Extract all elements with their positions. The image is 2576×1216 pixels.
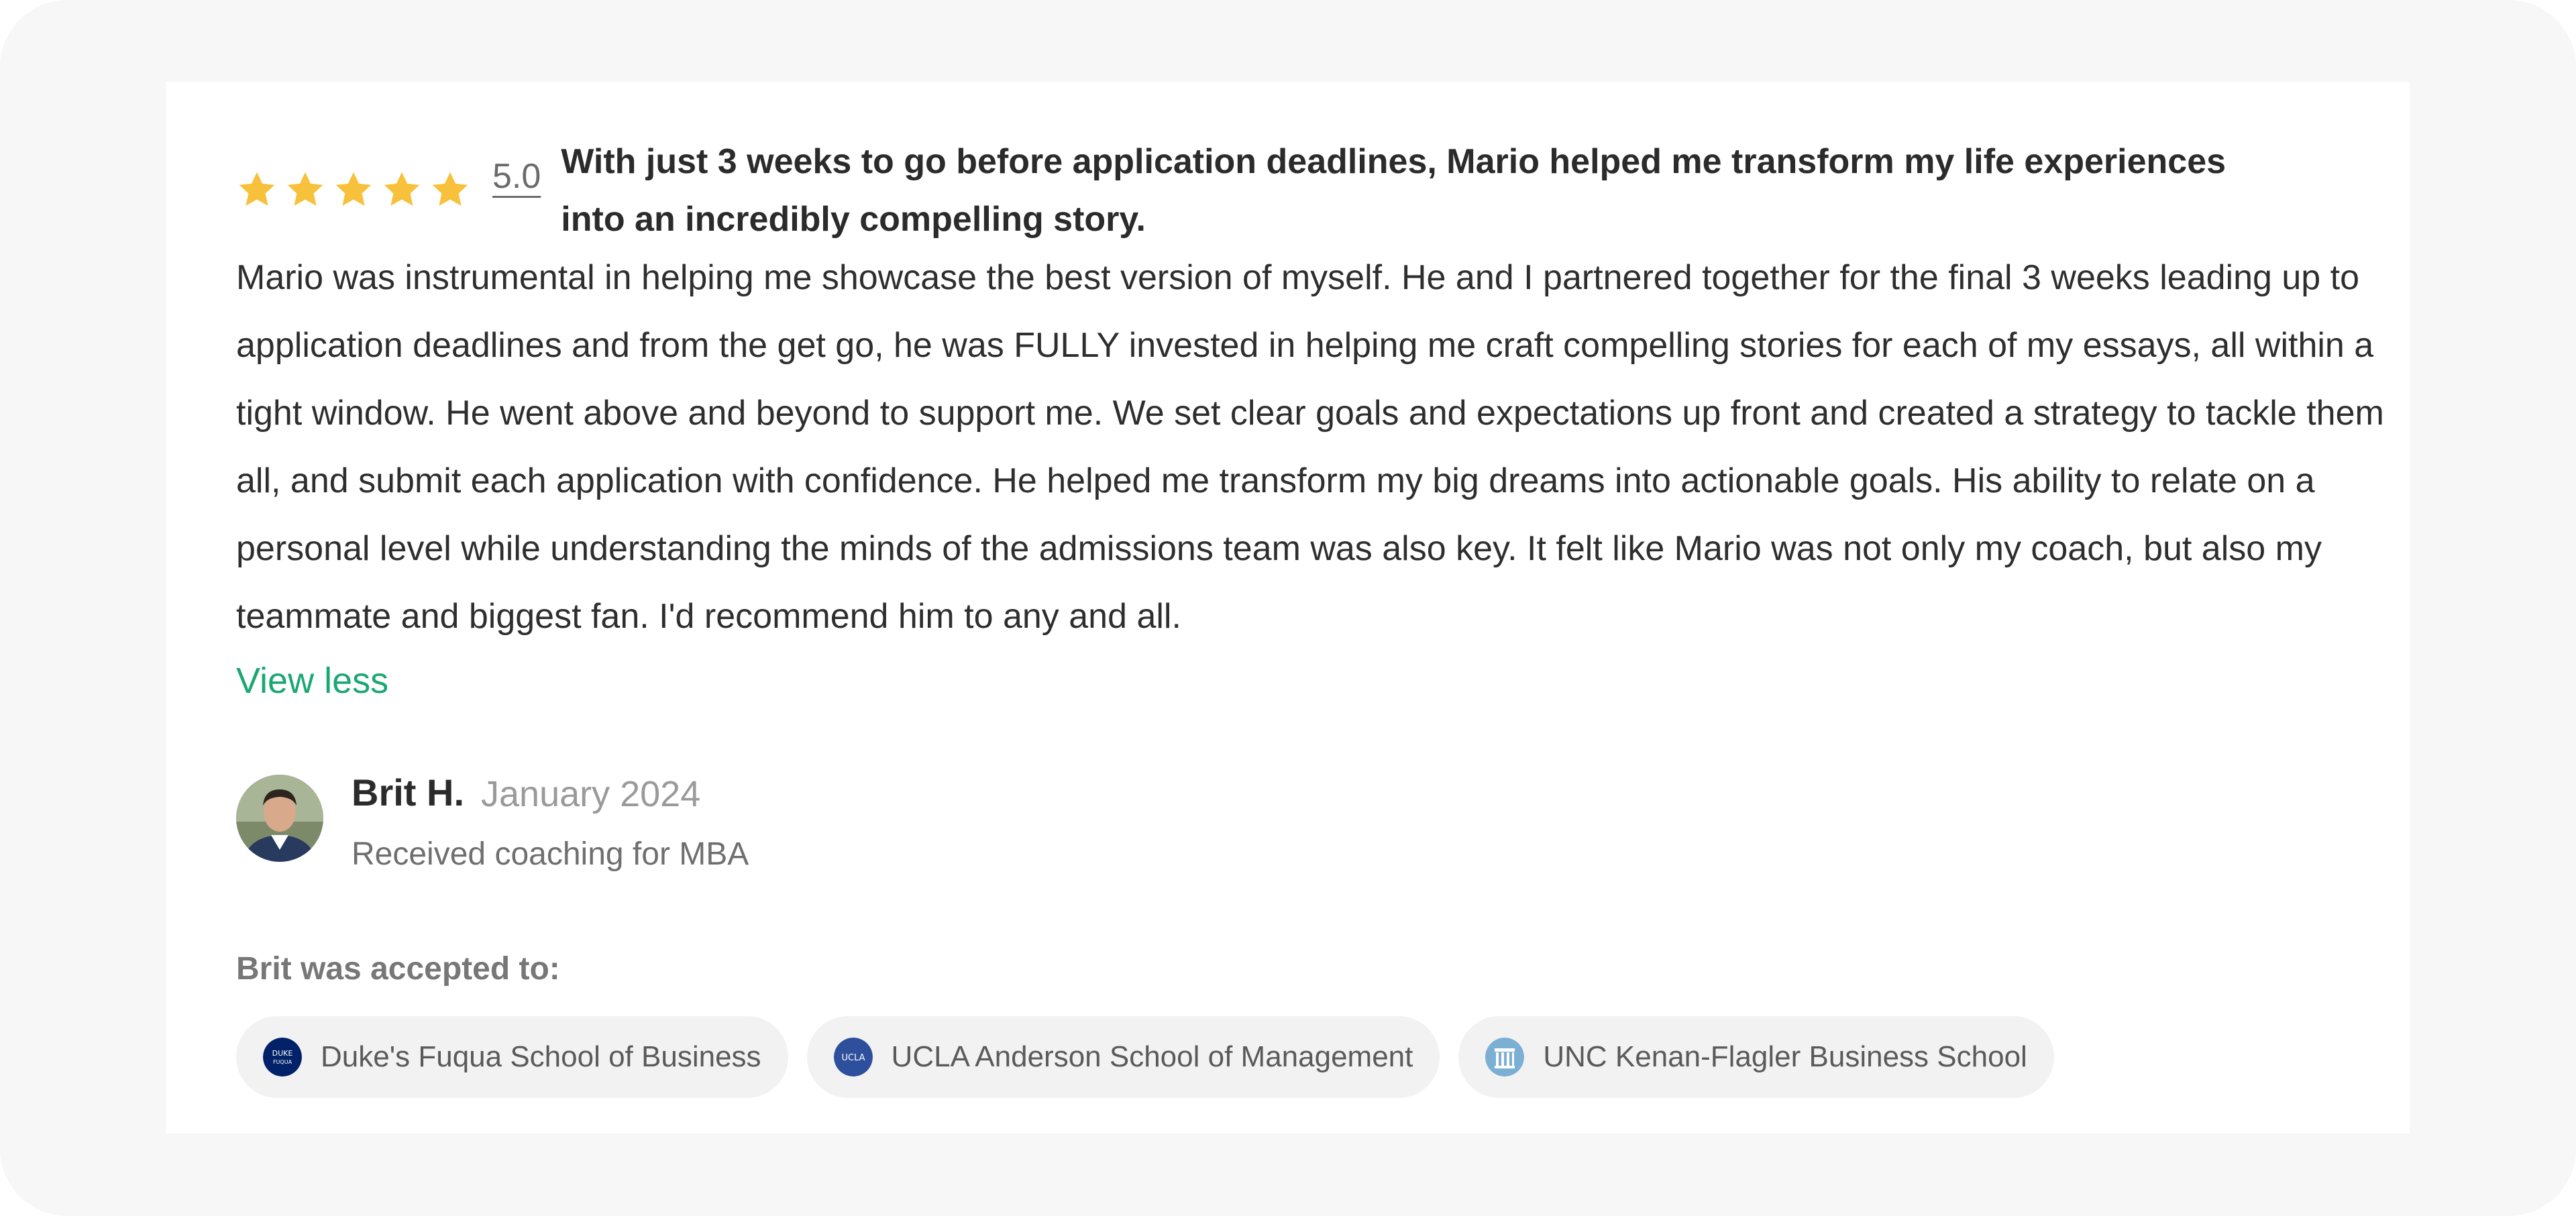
star-icon bbox=[381, 169, 423, 211]
school-chip-duke[interactable] bbox=[236, 1016, 788, 1098]
svg-text:FUQUA: FUQUA bbox=[272, 1059, 292, 1065]
review-body: Mario was instrumental in helping me showcase the best version of myself. He and I partnered together for the final 3 weeks leading up to application deadlines and from the get go, he was FULLY invested in helping me craft compelling stories for each of my essays, all within a tight window. He went above and beyond to support me. We set clear goals and expectations up front and created a strategy to tackle them all, and submit each application with confidence. He helped me transform my big dreams into actionable goals. His ability to relate on a personal level while understanding the minds of the admissions team was also key. It felt like Mario was not only my coach, but also my teammate and biggest fan. I'd recommend him to any and all. bbox=[236, 258, 2384, 636]
school-chips bbox=[236, 1016, 2054, 1098]
ucla-logo-icon bbox=[834, 1038, 873, 1076]
accepted-label: Brit was accepted to: bbox=[236, 951, 560, 987]
review-headline: With just 3 weeks to go before application deadlines, Mario helped me transform my life experiences into an incredibly compelling story. bbox=[561, 142, 2226, 239]
svg-text:UCLA: UCLA bbox=[841, 1053, 865, 1063]
star-icon bbox=[236, 169, 278, 211]
unc-logo-icon bbox=[1485, 1038, 1524, 1076]
school-name: Duke's Fuqua School of Business bbox=[321, 1040, 761, 1073]
coaching-type: Received coaching for MBA bbox=[352, 836, 749, 872]
rating-row bbox=[236, 133, 2396, 248]
svg-text:DUKE: DUKE bbox=[272, 1049, 293, 1058]
star-icon bbox=[284, 169, 326, 211]
review-card bbox=[166, 82, 2410, 1134]
view-less-link[interactable]: View less bbox=[236, 661, 389, 701]
duke-logo-icon bbox=[263, 1038, 302, 1076]
review-date: January 2024 bbox=[481, 774, 701, 814]
star-icon bbox=[429, 169, 471, 211]
star-icon bbox=[333, 169, 374, 211]
reviewer-name: Brit H. bbox=[352, 771, 464, 814]
school-chip-ucla[interactable] bbox=[807, 1016, 1440, 1098]
rating-score[interactable]: 5.0 bbox=[492, 157, 541, 196]
star-rating bbox=[236, 146, 471, 233]
school-chip-unc[interactable] bbox=[1458, 1016, 2053, 1098]
school-name: UCLA Anderson School of Management bbox=[891, 1040, 1413, 1073]
avatar bbox=[236, 775, 323, 862]
school-name: UNC Kenan-Flagler Business School bbox=[1543, 1040, 2027, 1073]
reviewer-photo-icon bbox=[236, 775, 323, 862]
